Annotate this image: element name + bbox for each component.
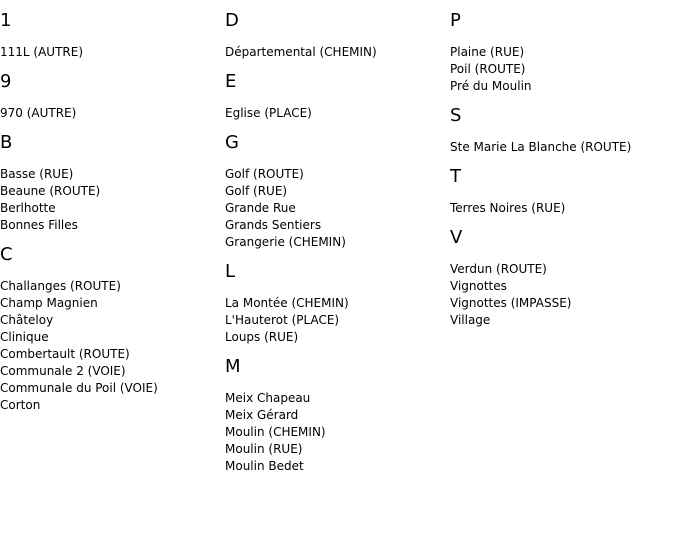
letter-group bbox=[0, 242, 222, 414]
street-link[interactable]: Beaune (ROUTE) bbox=[0, 184, 101, 198]
letter-heading: C bbox=[0, 244, 13, 265]
street-link[interactable]: 111L (AUTRE) bbox=[0, 45, 84, 59]
street-link[interactable]: Verdun (ROUTE) bbox=[450, 262, 547, 276]
index-column bbox=[225, 8, 447, 483]
street-link[interactable]: Bonnes Filles bbox=[0, 218, 78, 232]
street-link[interactable]: Loups (RUE) bbox=[225, 330, 299, 344]
street-link[interactable]: Terres Noires (RUE) bbox=[450, 201, 566, 215]
street-link[interactable]: Clinique bbox=[0, 330, 49, 344]
street-link[interactable]: Ste Marie La Blanche (ROUTE) bbox=[450, 140, 632, 154]
street-link[interactable]: Grangerie (CHEMIN) bbox=[225, 235, 346, 249]
letter-group bbox=[0, 130, 222, 234]
street-link[interactable]: Grands Sentiers bbox=[225, 218, 322, 232]
street-link[interactable]: Plaine (RUE) bbox=[450, 45, 525, 59]
street-link[interactable]: Vignottes bbox=[450, 279, 507, 293]
letter-heading: E bbox=[225, 71, 237, 92]
letter-group bbox=[225, 69, 447, 122]
letter-group bbox=[225, 8, 447, 61]
street-link[interactable]: Corton bbox=[0, 398, 41, 412]
street-link[interactable]: Golf (ROUTE) bbox=[225, 167, 304, 181]
letter-group bbox=[450, 225, 672, 329]
street-link[interactable]: Village bbox=[450, 313, 491, 327]
letter-heading: D bbox=[225, 10, 239, 31]
street-link[interactable]: Poil (ROUTE) bbox=[450, 62, 526, 76]
street-link[interactable]: Champ Magnien bbox=[0, 296, 98, 310]
street-link[interactable]: Communale du Poil (VOIE) bbox=[0, 381, 158, 395]
street-link[interactable]: Meix Chapeau bbox=[225, 391, 311, 405]
letter-group bbox=[225, 354, 447, 475]
letter-group bbox=[225, 130, 447, 251]
street-link[interactable]: La Montée (CHEMIN) bbox=[225, 296, 349, 310]
letter-heading: V bbox=[450, 227, 463, 248]
letter-heading: G bbox=[225, 132, 239, 153]
letter-heading: 9 bbox=[0, 71, 12, 92]
street-link[interactable]: Châteloy bbox=[0, 313, 54, 327]
street-link[interactable]: Vignottes (IMPASSE) bbox=[450, 296, 572, 310]
street-link[interactable]: Berlhotte bbox=[0, 201, 56, 215]
letter-heading: B bbox=[0, 132, 13, 153]
letter-group bbox=[225, 259, 447, 346]
index-column bbox=[450, 8, 672, 337]
street-link[interactable]: Moulin (CHEMIN) bbox=[225, 425, 326, 439]
street-link[interactable]: Golf (RUE) bbox=[225, 184, 288, 198]
letter-heading: P bbox=[450, 10, 461, 31]
street-link[interactable]: Challanges (ROUTE) bbox=[0, 279, 121, 293]
letter-group bbox=[0, 8, 222, 61]
letter-heading: 1 bbox=[0, 10, 12, 31]
letter-group bbox=[0, 69, 222, 122]
street-link[interactable]: Basse (RUE) bbox=[0, 167, 74, 181]
street-link[interactable]: 970 (AUTRE) bbox=[0, 106, 77, 120]
index-column bbox=[0, 8, 222, 422]
street-link[interactable]: Moulin (RUE) bbox=[225, 442, 303, 456]
street-link[interactable]: L'Hauterot (PLACE) bbox=[225, 313, 340, 327]
letter-group bbox=[450, 103, 672, 156]
street-link[interactable]: Meix Gérard bbox=[225, 408, 299, 422]
street-link[interactable]: Départemental (CHEMIN) bbox=[225, 45, 377, 59]
letter-heading: L bbox=[225, 261, 236, 282]
letter-heading: M bbox=[225, 356, 241, 377]
letter-heading: S bbox=[450, 105, 462, 126]
street-link[interactable]: Grande Rue bbox=[225, 201, 296, 215]
street-link[interactable]: Communale 2 (VOIE) bbox=[0, 364, 126, 378]
letter-heading: T bbox=[450, 166, 461, 187]
street-link[interactable]: Eglise (PLACE) bbox=[225, 106, 312, 120]
street-link[interactable]: Combertault (ROUTE) bbox=[0, 347, 130, 361]
street-link[interactable]: Moulin Bedet bbox=[225, 459, 304, 473]
street-link[interactable]: Pré du Moulin bbox=[450, 79, 532, 93]
letter-group bbox=[450, 164, 672, 217]
letter-group bbox=[450, 8, 672, 95]
